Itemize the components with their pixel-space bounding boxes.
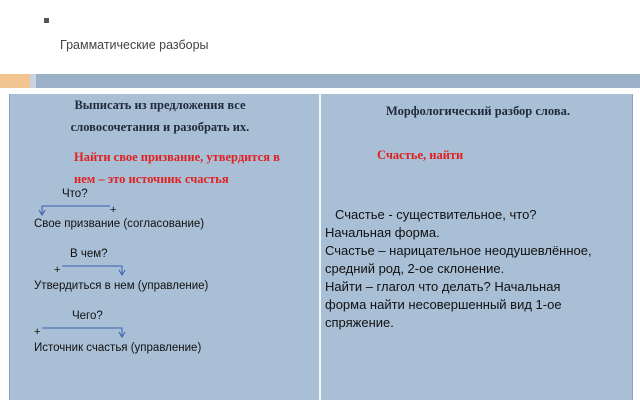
plus-1: + (110, 204, 117, 216)
analysis-line-3: Счастье – нарицательное неодушевлённое, (325, 243, 592, 258)
analysis-line-7: спряжение. (325, 315, 394, 330)
dependency-arrows (10, 94, 319, 400)
question-3: Чего? (72, 310, 103, 322)
question-1: Что? (62, 188, 88, 200)
sentence-line-2: нем – это источник счастья (74, 172, 229, 186)
analysis-line-6: форма найти несовершенный вид 1-ое (325, 297, 562, 312)
bullet-marker (44, 18, 49, 23)
phrase-1: Свое призвание (согласование) (34, 218, 205, 230)
right-heading: Морфологический разбор слова. (385, 104, 570, 118)
phrase-3: Источник счастья (управление) (34, 342, 202, 354)
analysed-words: Счастье, найти (377, 148, 464, 162)
analysis-line-4: средний род, 2-ое склонение. (325, 261, 505, 276)
slide-title: Грамматические разборы (60, 38, 209, 52)
plus-3: + (34, 326, 41, 338)
band-main (36, 74, 640, 88)
plus-2: + (54, 264, 61, 276)
left-heading-line-1: Выписать из предложения все (74, 98, 246, 112)
analysis-line-1: Счастье - существительное, что? (335, 207, 537, 222)
question-2: В чем? (70, 248, 108, 260)
left-heading-line-2: словосочетания и разобрать их. (70, 120, 250, 134)
right-cell (321, 94, 632, 400)
analysis-line-5: Найти – глагол что делать? Начальная (325, 279, 561, 294)
content-table (9, 94, 633, 400)
phrase-2: Утвердиться в нем (управление) (34, 280, 209, 292)
sentence-line-1: Найти свое призвание, утвердится в (74, 150, 280, 164)
arrow-3 (42, 328, 122, 336)
analysis-line-2: Начальная форма. (325, 225, 440, 240)
arrow-1 (42, 206, 110, 214)
left-cell (10, 94, 319, 400)
band-accent (0, 74, 30, 88)
arrow-2 (62, 266, 122, 274)
header-band (0, 74, 640, 88)
